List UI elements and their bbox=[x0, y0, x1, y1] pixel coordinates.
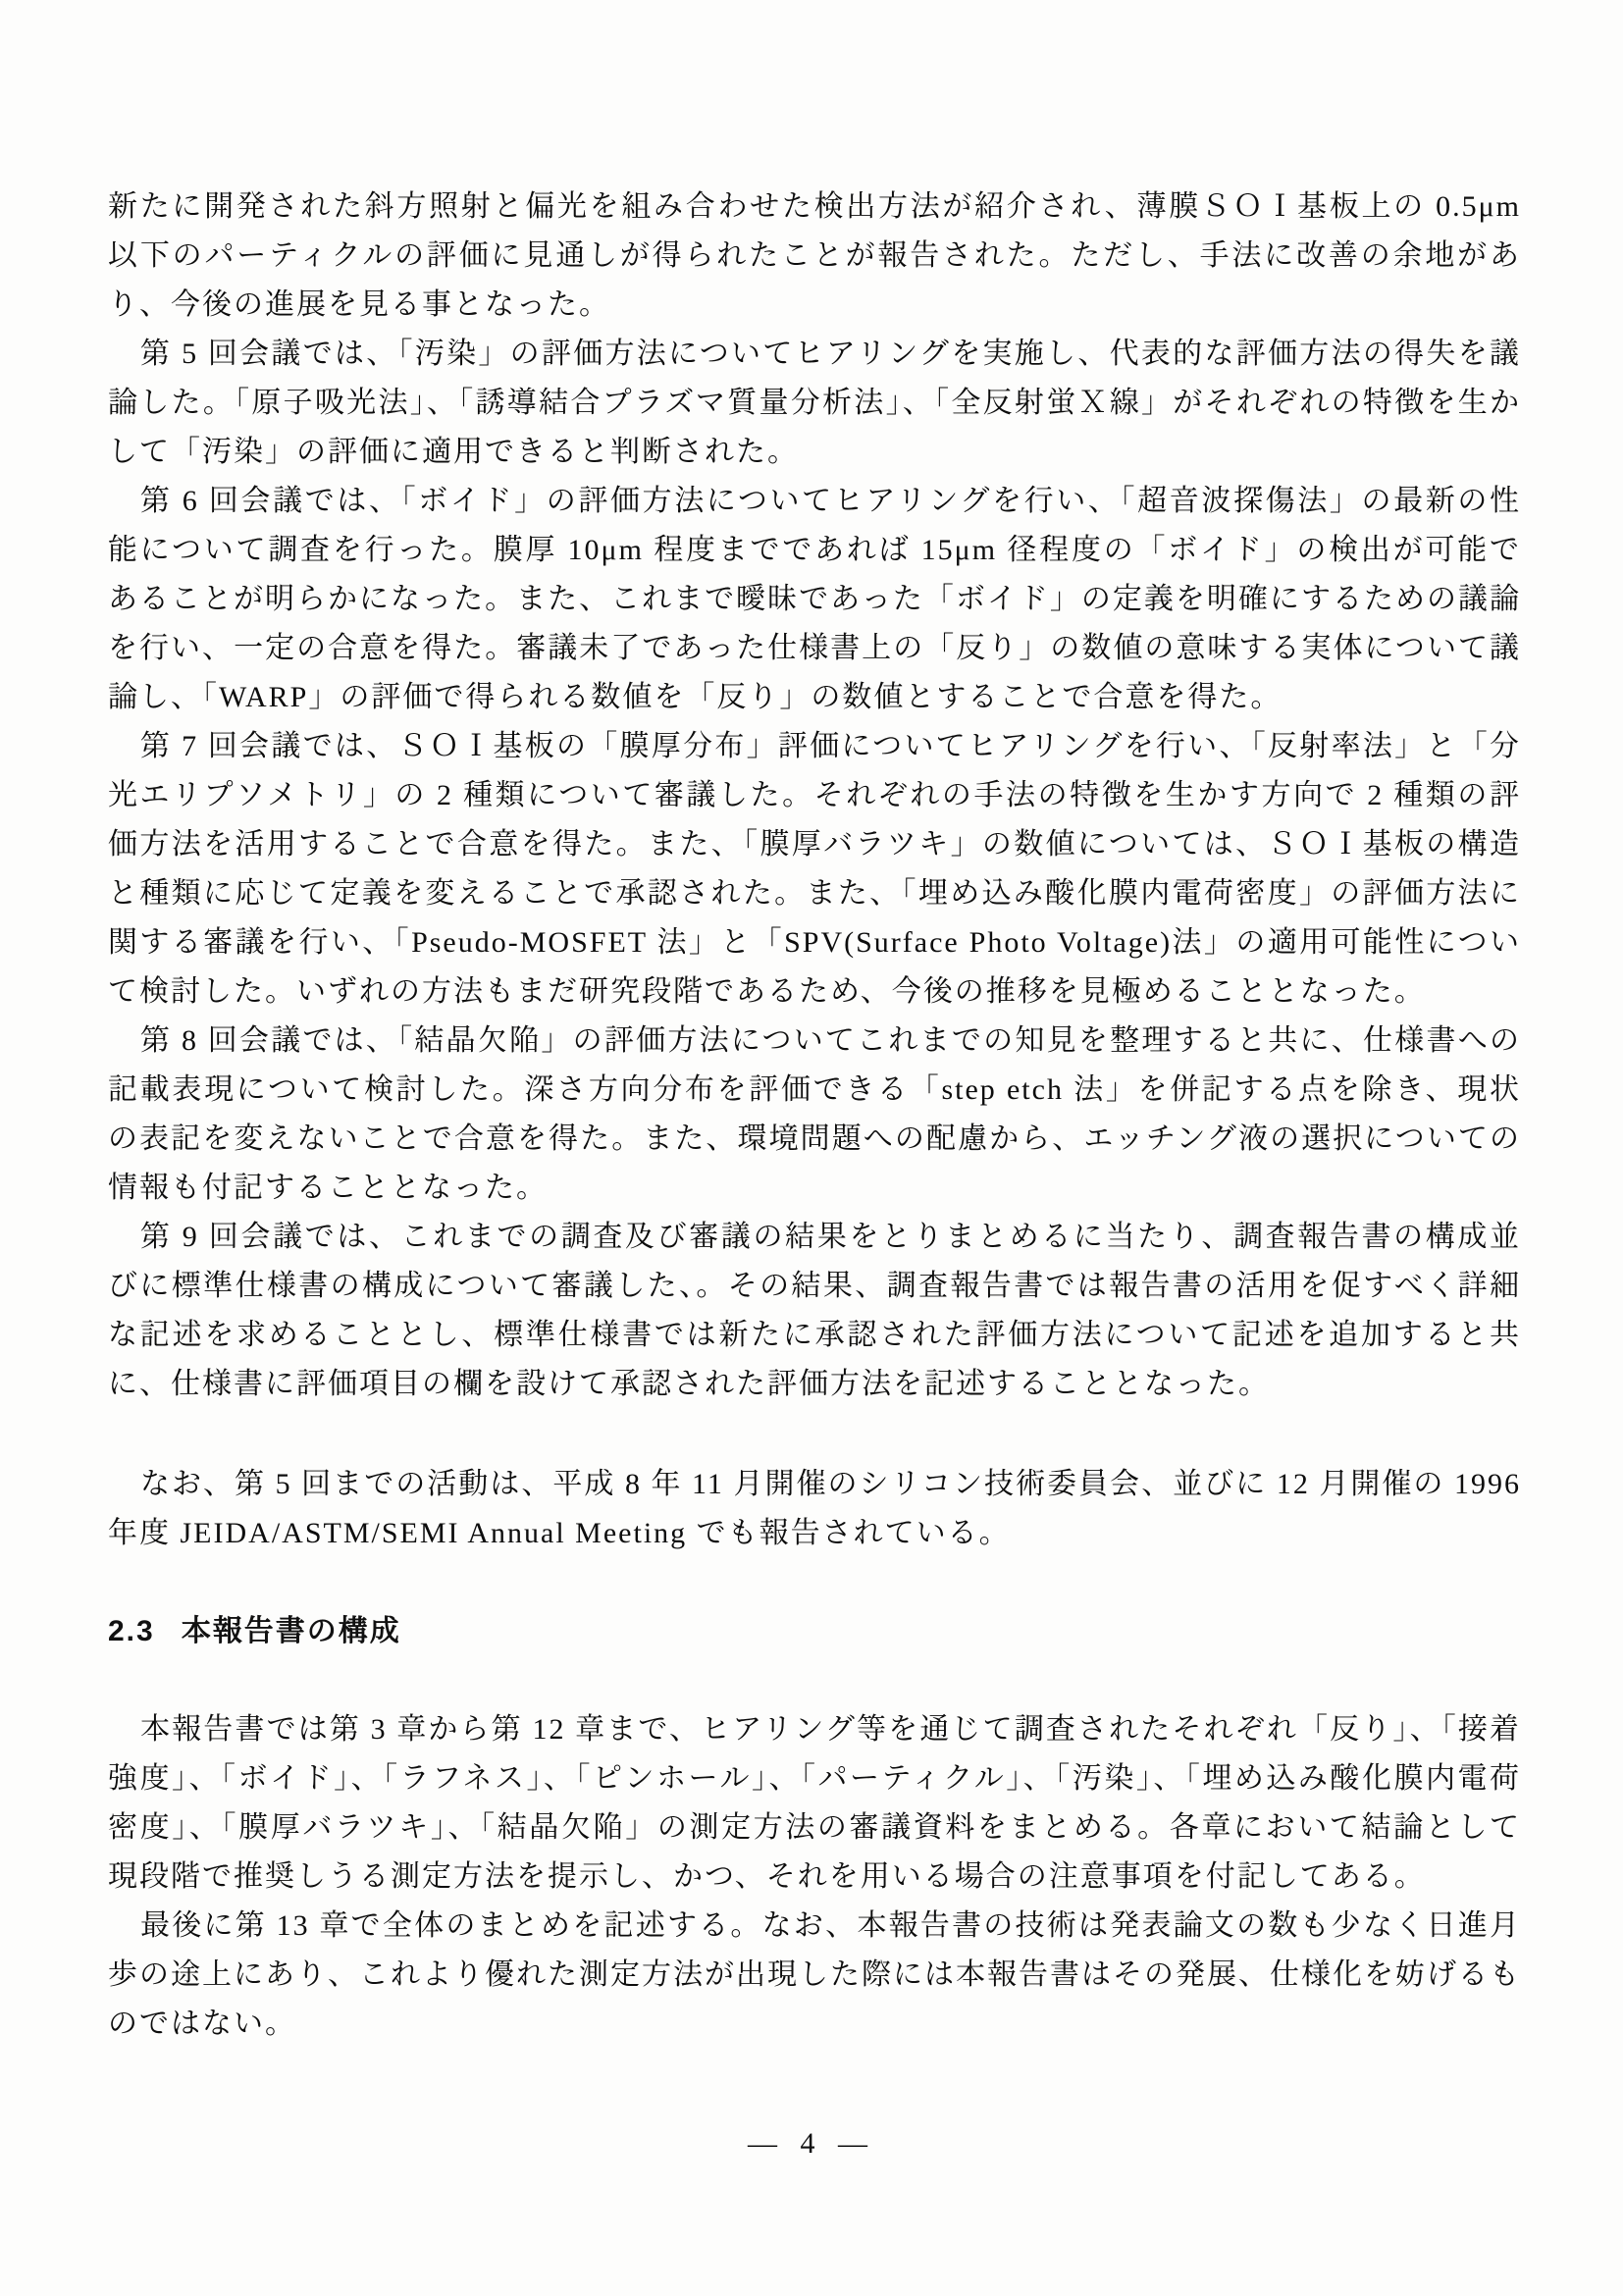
paragraph-meeting-9: 第 9 回会議では、これまでの調査及び審議の結果をとりまとめるに当たり、調査報告書の構成並びに標準仕様書の構成について審議した、。その結果、調査報告書では報告書の活用を促すべく詳細な記述を求めることとし、標準仕様書では新たに承認された評価方法について記述を追加すると共に、仕様書に評価項目の欄を設けて承認された評価方法を記述することとなった。 bbox=[108, 1221, 1521, 1400]
paragraph-continuation: 新たに開発された斜方照射と偏光を組み合わせた検出方法が紹介され、薄膜ＳＯＩ基板上の 0.5μm 以下のパーティクルの評価に見通しが得られたことが報告された。ただし、手法に改善の余地があり、今後の進展を見る事となった。 bbox=[108, 190, 1521, 321]
page-body bbox=[108, 183, 1521, 2049]
page-number: — 4 — bbox=[748, 2127, 875, 2160]
page-footer bbox=[0, 2127, 1623, 2161]
paragraph-meeting-7: 第 7 回会議では、ＳＯＩ基板の「膜厚分布」評価についてヒアリングを行い、「反射率法」と「分光エリプソメトリ」の 2 種類について審議した。それぞれの手法の特徴を生かす方向で 2 種類の評価方法を活用することで合意を得た。また、「膜厚バラツキ」の数値については、ＳＯＩ基板の構造と種類に応じて定義を変えることで承認された。また、「埋め込み酸化膜内電荷密度」の評価方法に関する審議を行い、「Pseudo-MOSFET 法」と「SPV(Surface Photo Voltage)法」の適用可能性について検討した。いずれの方法もまだ研究段階であるため、今後の推移を見極めることとなった。 bbox=[108, 730, 1521, 1008]
section-number: 2.3 bbox=[108, 1615, 155, 1647]
paragraph-meeting-6: 第 6 回会議では、「ボイド」の評価方法についてヒアリングを行い、「超音波探傷法」の最新の性能について調査を行った。膜厚 10μm 程度までであれば 15μm 径程度の「ボイド」の検出が可能であることが明らかになった。また、これまで曖昧であった「ボイド」の定義を明確にするための議論を行い、一定の合意を得た。審議未了であった仕様書上の「反り」の数値の意味する実体について議論し、「WARP」の評価で得られる数値を「反り」の数値とすることで合意を得た。 bbox=[108, 485, 1521, 713]
paragraph-report-structure: 本報告書では第 3 章から第 12 章まで、ヒアリング等を通じて調査されたそれぞれ「反り」、「接着強度」、「ボイド」、「ラフネス」、「ピンホール」、「パーティクル」、「汚染」、「埋め込み酸化膜内電荷密度」、「膜厚バラツキ」、「結晶欠陥」の測定方法の審議資料をまとめる。各章において結論として現段階で推奨しうる測定方法を提示し、かつ、それを用いる場合の注意事項を付記してある。 bbox=[108, 1713, 1521, 1893]
section-heading bbox=[108, 1607, 1521, 1656]
paragraph-meeting-5: 第 5 回会議では、「汚染」の評価方法についてヒアリングを実施し、代表的な評価方法の得失を議論した。「原子吸光法」、「誘導結合プラズマ質量分析法」、「全反射蛍Ｘ線」がそれぞれの特徴を生かして「汚染」の評価に適用できると判断された。 bbox=[108, 338, 1521, 468]
section-title: 本報告書の構成 bbox=[181, 1615, 401, 1647]
paragraph-activity-report: なお、第 5 回までの活動は、平成 8 年 11 月開催のシリコン技術委員会、並びに 12 月開催の 1996 年度 JEIDA/ASTM/SEMI Annual Meeting でも報告されている。 bbox=[108, 1468, 1521, 1549]
paragraph-closing-note: 最後に第 13 章で全体のまとめを記述する。なお、本報告書の技術は発表論文の数も少なく日進月歩の途上にあり、これより優れた測定方法が出現した際には本報告書はその発展、仕様化を妨げるものではない。 bbox=[108, 1909, 1521, 2040]
paragraph-meeting-8: 第 8 回会議では、「結晶欠陥」の評価方法についてこれまでの知見を整理すると共に、仕様書への記載表現について検討した。深さ方向分布を評価できる「step etch 法」を併記する点を除き、現状の表記を変えないことで合意を得た。また、環境問題への配慮から、エッチング液の選択についての情報も付記することとなった。 bbox=[108, 1024, 1521, 1204]
